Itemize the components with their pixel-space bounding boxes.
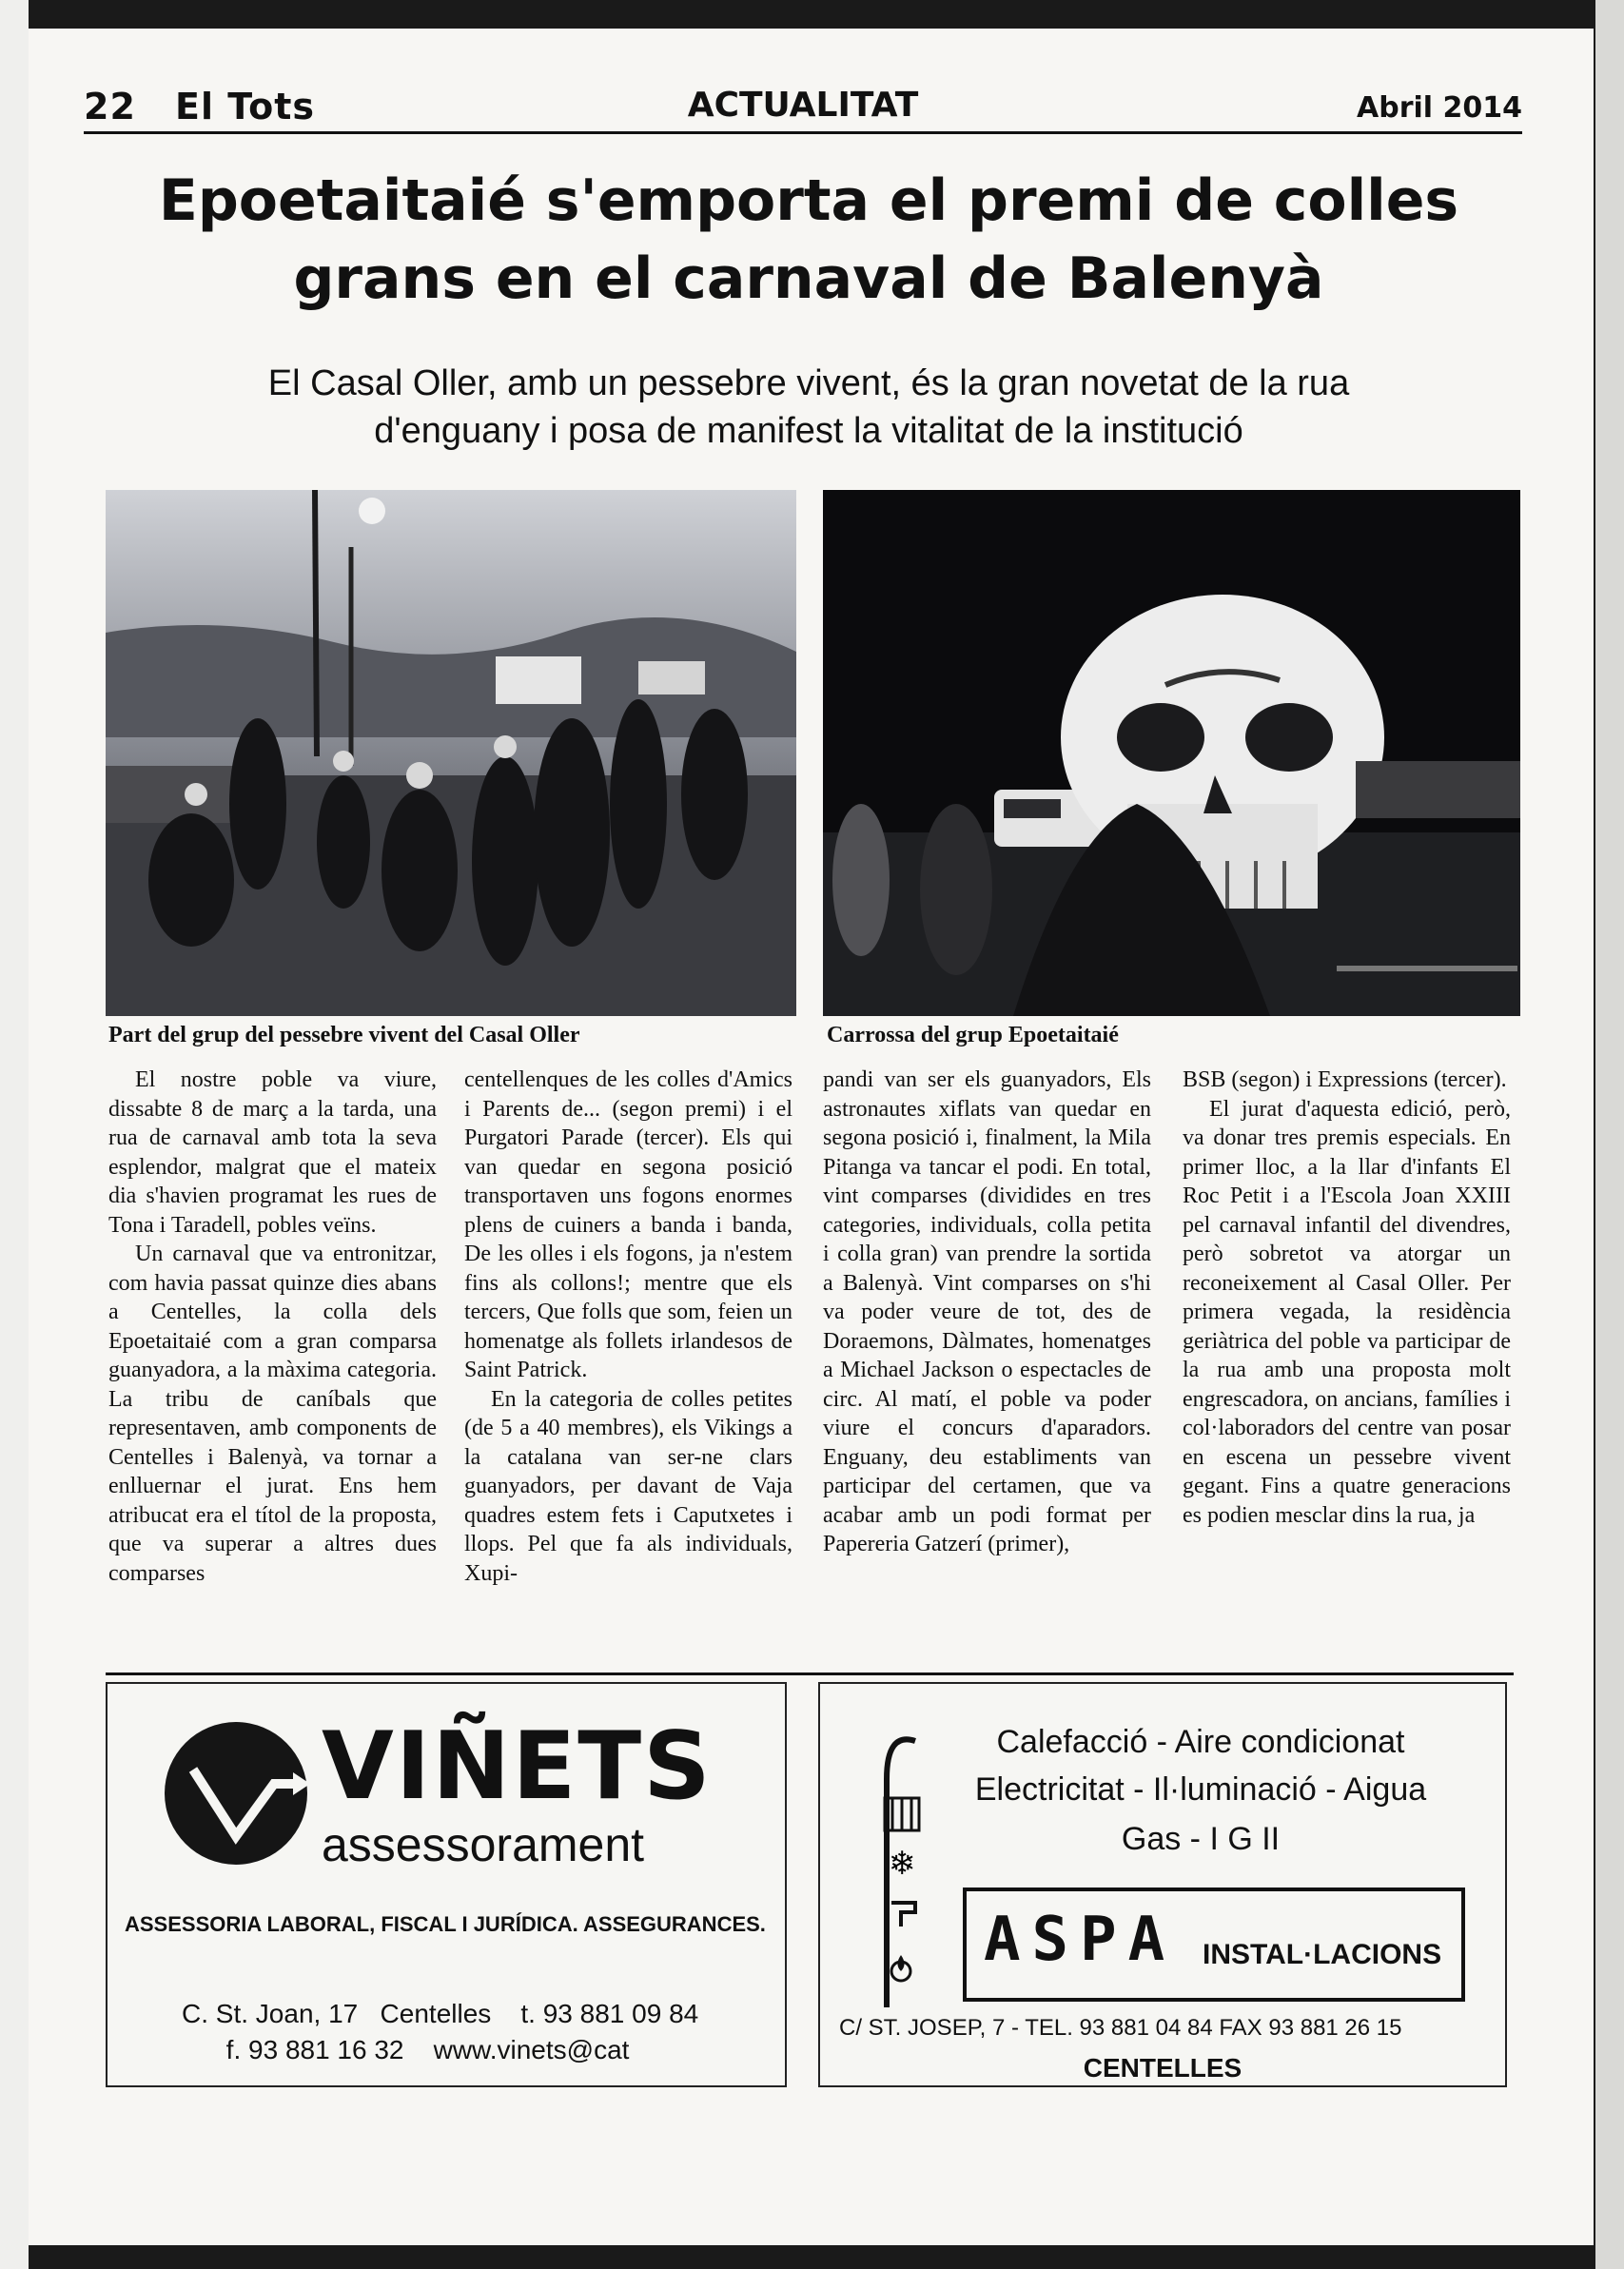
aspa-logo: ASPA: [984, 1905, 1177, 1975]
subtitle-line-1: El Casal Oller, amb un pessebre vivent, és la gran novetat de la rua: [267, 363, 1350, 403]
paragraph: El nostre poble va viure, dissabte 8 de març a la tarda, una rua de carnaval amb tota la seva esplendor, malgrat que el mateix dia s'havien programat les rues de Tona i Taradell, pobles veïns.: [108, 1067, 437, 1238]
aspa-city: CENTELLES: [1083, 2053, 1242, 2083]
article-column-2: [464, 1066, 792, 1588]
photo1-caption: Part del grup del pessebre vivent del Casal Oller: [108, 1023, 580, 1047]
paragraph: Un carnaval que va entronitzar, com havia passat quinze dies abans a Centelles, la colla dels Epoetaitaié com a gran comparsa guanyadora, a la màxima categoria. La tribu de caníbals que representaven, amb components de Centelles i Balenyà, va tornar a enlluernar el jurat. Ens hem atribucat era el títol de la proposta, que va superar a altres dues comparses: [108, 1242, 437, 1586]
paragraph: En la categoria de colles petites (de 5 a 40 membres), els Vikings a la catalana van ser-ne clars guanyadors, per davant de Vaja quadres estem fets i Caputxetes i llops. Pel que fa als individuals, Xupi-: [464, 1386, 792, 1586]
ad-aspa: [818, 1682, 1507, 2087]
ad-vinets: [106, 1682, 787, 2087]
photo-carrossa-illustration: [823, 490, 1520, 1016]
page-number: 22: [84, 86, 136, 127]
vinets-brand: VIÑETS: [322, 1712, 713, 1821]
article-column-3: [823, 1066, 1151, 1559]
article-column-4: [1183, 1066, 1511, 1530]
aspa-address: C/ ST. JOSEP, 7 - TEL. 93 881 04 84 FAX 93 881 26 15: [839, 2015, 1402, 2041]
left-page-edge: [0, 0, 29, 2269]
vinets-address: C. St. Joan, 17 Centelles t. 93 881 09 84 f. 93 881 16 32 www.vinets@cat: [182, 1999, 699, 2064]
svg-text:❄: ❄: [888, 1845, 916, 1883]
title-line-1: Epoetaitaié s'emporta el premi de colles: [158, 167, 1459, 234]
aspa-logo-suffix: INSTAL·LACIONS: [1203, 1939, 1442, 1970]
aspa-utilities-icon: [849, 1722, 925, 2007]
vinets-tagline: assessorament: [322, 1818, 645, 1871]
aspa-services-line-3: Gas - I G II: [1121, 1821, 1281, 1857]
ads-divider: [106, 1672, 1514, 1675]
article-column-1: [108, 1066, 437, 1588]
photo2-caption: Carrossa del grup Epoetaitaié: [827, 1023, 1119, 1047]
photo-pessebre-vivent: [106, 490, 796, 1016]
title-line-2: grans en el carnaval de Balenyà: [293, 245, 1324, 312]
publication-name: El Tots: [175, 86, 315, 127]
paragraph: El jurat d'aquesta edició, però, va donar tres premis especials. En primer lloc, a la llar d'infants El Roc Petit i a l'Escola Joan XXIII pel carnaval infantil del divendres, però sobretot va atorgar un reconeixement al Casal Oller. Per primera vegada, la residència geriàtrica del poble va participar de la rua amb una proposta molt engrescadora, on ancians, famílies i col·laboradors del centre van posar en escena un pessebre vivent gegant. Fins a quatre generacions es podien mesclar dins la rua, ja: [1183, 1096, 1511, 1528]
subtitle-line-2: d'enguany i posa de manifest la vitalitat de la institució: [374, 411, 1243, 451]
article-title: [95, 162, 1522, 318]
right-page-edge: [1595, 0, 1624, 2269]
section-name: ACTUALITAT: [687, 86, 919, 125]
paragraph: pandi van ser els guanyadors, Els astronautes xiflats van quedar en segona posició i, finalment, la Mila Pitanga va tancar el podi. En total, vint comparses (dividides en tres categories, individuals, colla petita i colla gran) van prendre la sortida a Balenyà. Vint comparses on s'hi va poder veure de tot, des de Doraemons, Dàlmates, homenatges a Michael Jackson o espectacles de circ. Al matí, el poble va poder viure el concurs d'aparadors. Enguany, deu establiments van participar del certamen, que va acabar amb un podi format per Papereria Gatzerí (primer),: [823, 1067, 1151, 1556]
paragraph: centellenques de les colles d'Amics i Parents de... (segon premi) i el Purgatori Parade (tercer). Els qui van quedar en segona posició transportaven uns fogons enormes plens de cuiners a banda i banda, De les olles i els fogons, ja n'estem fins als collons!; mentre que els tercers, Que folls que som, feien un homenatge als follets irlandesos de Saint Patrick.: [464, 1067, 792, 1382]
vinets-logo-icon: [160, 1717, 312, 1869]
aspa-services-line-1: Calefacció - Aire condicionat: [996, 1724, 1405, 1760]
aspa-logo-box: [963, 1888, 1465, 2002]
vinets-services: ASSESSORIA LABORAL, FISCAL I JURÍDICA. ASSEGURANCES.: [125, 1912, 766, 1936]
page-header: [84, 68, 1522, 134]
paragraph: BSB (segon) i Expressions (tercer).: [1183, 1067, 1507, 1092]
article-subtitle: [95, 360, 1522, 455]
aspa-services-line-2: Electricitat - Il·luminació - Aigua: [974, 1771, 1427, 1808]
photo-carrossa-epoetaitaie: [823, 490, 1520, 1016]
issue-date: Abril 2014: [1357, 91, 1522, 125]
photo-pessebre-illustration: [106, 490, 796, 1016]
